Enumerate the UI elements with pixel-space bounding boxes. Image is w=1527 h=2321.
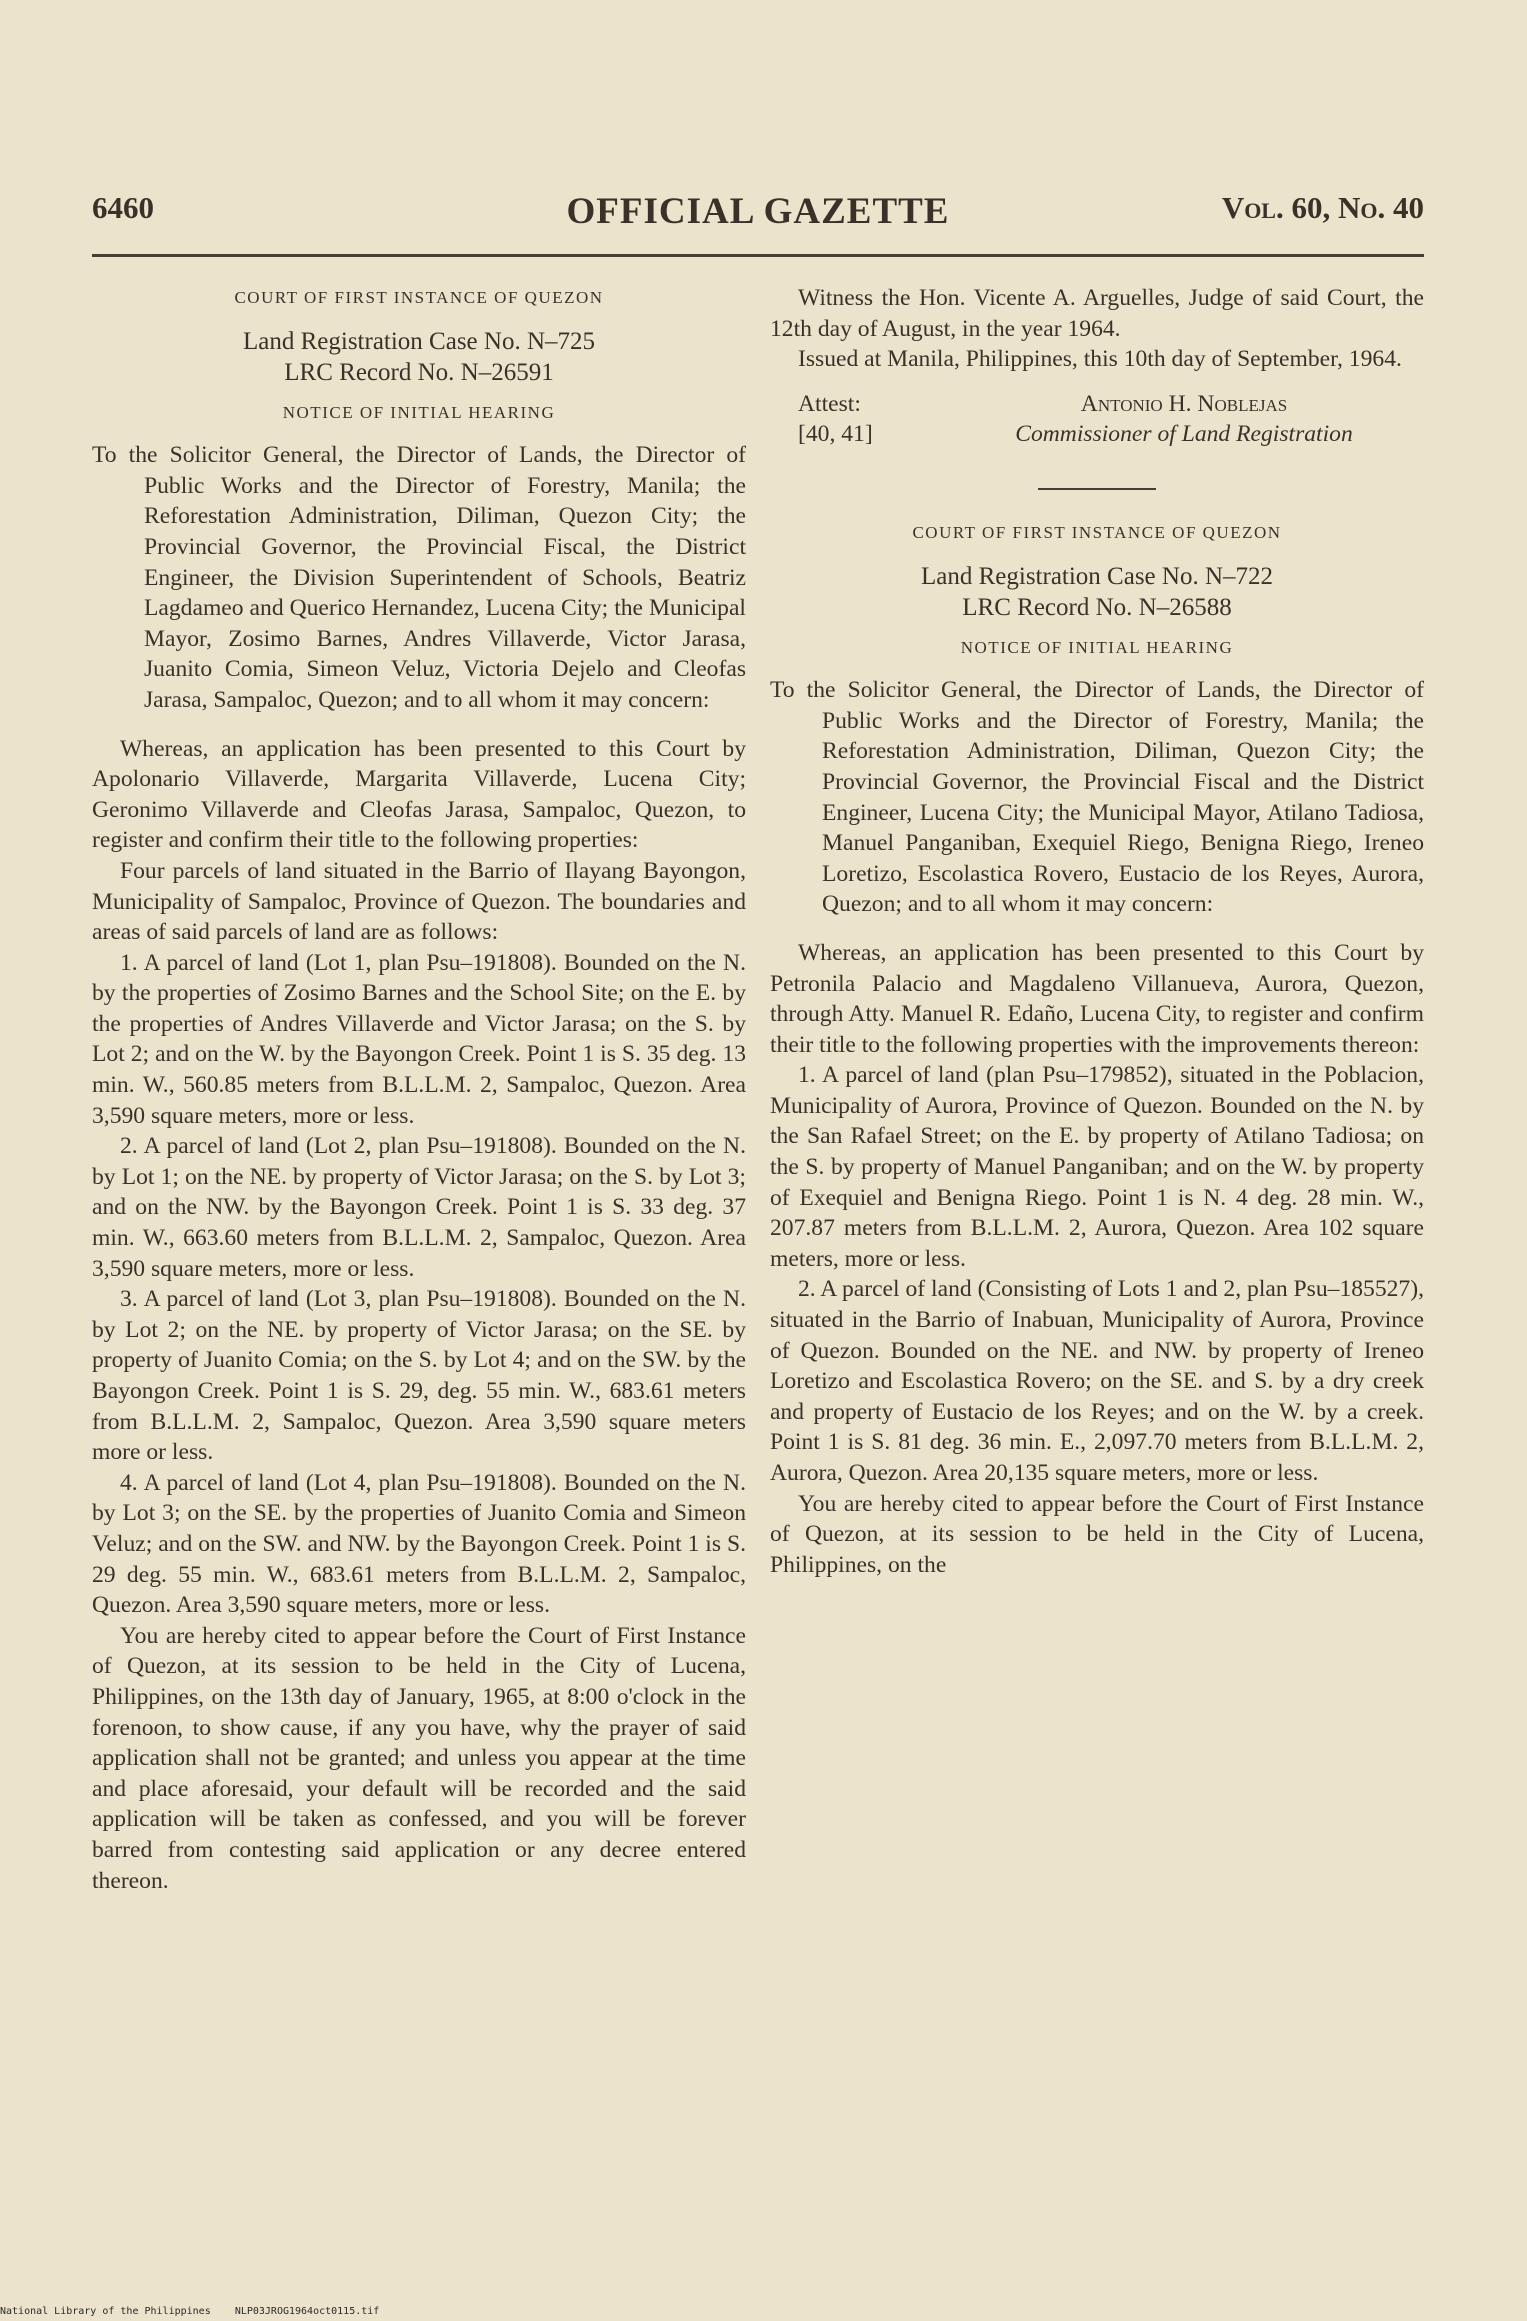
left-column (92, 283, 746, 1896)
signatory-title: Commissioner of Land Registration (1015, 421, 1353, 448)
right-column (770, 283, 1424, 1580)
attest-label: Attest: (798, 390, 861, 417)
paragraph-lot-3: 3. A parcel of land (Lot 3, plan Psu–191808). Bounded on the N. by Lot 2; on the NE. by property of Victor Jarasa; on the SE. by property of Juanito Comia; on the S. by Lot 4; and on the SW. by the Bayongon Creek. Point 1 is S. 29, deg. 55 min. W., 683.61 meters from B.L.L.M. 2, Sampaloc, Quezon. Area 3,590 square meters more or less. (92, 1286, 746, 1466)
attestation-line-2 (770, 419, 1424, 450)
signatory-name: Antonio H. Noblejas (1080, 390, 1288, 417)
record-number: LRC Record No. N–26591 (284, 358, 554, 386)
paragraph-whereas: Whereas, an application has been presented to this Court by Apolonario Villaverde, Margarita Villaverde, Lucena City; Geronimo Villaverde and Cleofas Jarasa, Sampaloc, Quezon, to register and confirm their title to the following properties: (92, 735, 746, 854)
library-name: National Library of the Philippines (0, 2306, 211, 2317)
case-number-2: Land Registration Case No. N–722 (920, 562, 1274, 590)
addressees-2: To the Solicitor General, the Director of Lands, the Director of Public Works and the Director of Forestry, Manila; the Reforestation Administration, Diliman, Quezon City; the Provincial Governor, the Provincial Fiscal and the District Engineer, Lucena City; the Municipal Mayor, Atilano Tadiosa, Manuel Panganiban, Exequiel Riego, Benigna Riego, Ireneo Loretizo, Escolastica Rovero, Eustacio de los Reyes, Aurora, Quezon; and to all whom it may concern: (770, 677, 1424, 918)
paragraph-lot-4: 4. A parcel of land (Lot 4, plan Psu–191808). Bounded on the N. by Lot 3; on the SE. by the properties of Juanito Comia and Simeon Veluz; and on the SW. and NW. by the Bayongon Creek. Point 1 is S. 29 deg. 55 min. W., 683.61 meters from B.L.L.M. 2, Sampaloc, Quezon. Area 3,590 square meters, more or less. (92, 1469, 746, 1619)
volume-number: Vol. 60, No. 40 (1221, 190, 1424, 225)
paragraph-issued: Issued at Manila, Philippines, this 10th day of September, 1964. (798, 346, 1402, 373)
paragraph-parcel-2: 2. A parcel of land (Consisting of Lots 1 and 2, plan Psu–185527), situated in the Barrio of Inabuan, Municipality of Aurora, Province of Quezon. Bounded on the NE. and NW. by property of Ireneo Loretizo and Escolastica Rovero; on the SE. and S. by a dry creek and property of Eustacio de los Reyes; and on the W. by a creek. Point 1 is S. 81 deg. 36 min. E., 2,097.70 meters from B.L.L.M. 2, Aurora, Quezon. Area 20,135 square meters, more or less. (770, 1276, 1424, 1486)
notice-title: NOTICE OF INITIAL HEARING (282, 402, 556, 422)
attestation (770, 389, 1424, 420)
notice-title-2: NOTICE OF INITIAL HEARING (960, 637, 1234, 657)
gazette-title: OFFICIAL GAZETTE (566, 191, 950, 232)
section-divider (1038, 488, 1156, 490)
case-number: Land Registration Case No. N–725 (242, 327, 596, 355)
reference-numbers: [40, 41] (798, 421, 873, 448)
paragraph-citation-2: You are hereby cited to appear before the Court of First Instance of Quezon, at its session to be held in the City of Lucena, Philippines, on the (770, 1490, 1424, 1578)
paragraph-parcel-1: 1. A parcel of land (plan Psu–179852), situated in the Poblacion, Municipality of Aurora, Province of Quezon. Bounded on the N. by the San Rafael Street; on the E. by property of Atilano Tadiosa; on the S. by property of Manuel Panganiban; and on the W. by property of Exequiel and Benigna Riego. Point 1 is N. 4 deg. 28 min. W., 207.87 meters from B.L.L.M. 2, Aurora, Quezon. Area 102 square meters, more or less. (770, 1062, 1424, 1272)
court-heading: COURT OF FIRST INSTANCE OF QUEZON (234, 288, 604, 307)
header-rule (92, 254, 1424, 257)
page-number: 6460 (92, 190, 154, 225)
file-name: NLP03JROG1964oct0115.tif (234, 2306, 380, 2317)
scan-footer (0, 2306, 379, 2317)
paragraph-lot-2: 2. A parcel of land (Lot 2, plan Psu–191808). Bounded on the N. by Lot 1; on the NE. by property of Victor Jarasa; on the S. by Lot 3; and on the NW. by the Bayongon Creek. Point 1 is S. 33 deg. 37 min. W., 663.60 meters from B.L.L.M. 2, Sampaloc, Quezon. Area 3,590 square meters, more or less. (92, 1133, 746, 1282)
paragraph-citation: You are hereby cited to appear before the Court of First Instance of Quezon, at its session to be held in the City of Lucena, Philippines, on the 13th day of January, 1965, at 8:00 o'clock in the forenoon, to show cause, if any you have, why the prayer of said application shall not be granted; and unless you appear at the time and place aforesaid, your default will be recorded and the said application will be taken as confessed, and you will be forever barred from contesting said application or any decree entered thereon. (92, 1622, 746, 1894)
paragraph-witness: Witness the Hon. Vicente A. Arguelles, Judge of said Court, the 12th day of August, in the year 1964. (770, 285, 1424, 342)
paragraph-parcels-intro: Four parcels of land situated in the Barrio of Ilayang Bayongon, Municipality of Sampaloc, Province of Quezon. The boundaries and areas of said parcels of land are as follows: (92, 857, 746, 946)
record-number-2: LRC Record No. N–26588 (962, 593, 1232, 621)
addressees: To the Solicitor General, the Director of Lands, the Director of Public Works and the Director of Forestry, Manila; the Reforestation Administration, Diliman, Quezon City; the Provincial Governor, the Provincial Fiscal, the District Engineer, the Division Superintendent of Schools, Beatriz Lagdameo and Querico Hernandez, Lucena City; the Municipal Mayor, Zosimo Barnes, Andres Villaverde, Victor Jarasa, Juanito Comia, Simeon Veluz, Victoria Dejelo and Cleofas Jarasa, Sampaloc, Quezon; and to all whom it may concern: (92, 442, 746, 713)
page-header (92, 190, 1424, 240)
paragraph-lot-1: 1. A parcel of land (Lot 1, plan Psu–191808). Bounded on the N. by the properties of Zosimo Barnes and the School Site; on the E. by the properties of Andres Villaverde and Victor Jarasa; on the S. by Lot 2; and on the W. by the Bayongon Creek. Point 1 is S. 35 deg. 13 min. W., 560.85 meters from B.L.L.M. 2, Sampaloc, Quezon. Area 3,590 square meters, more or less. (92, 949, 746, 1129)
paragraph-whereas-2: Whereas, an application has been presented to this Court by Petronila Palacio and Magdaleno Villanueva, Aurora, Quezon, through Atty. Manuel R. Edaño, Lucena City, to register and confirm their title to the following properties with the improvements thereon: (770, 939, 1424, 1058)
court-heading-2: COURT OF FIRST INSTANCE OF QUEZON (912, 522, 1282, 542)
